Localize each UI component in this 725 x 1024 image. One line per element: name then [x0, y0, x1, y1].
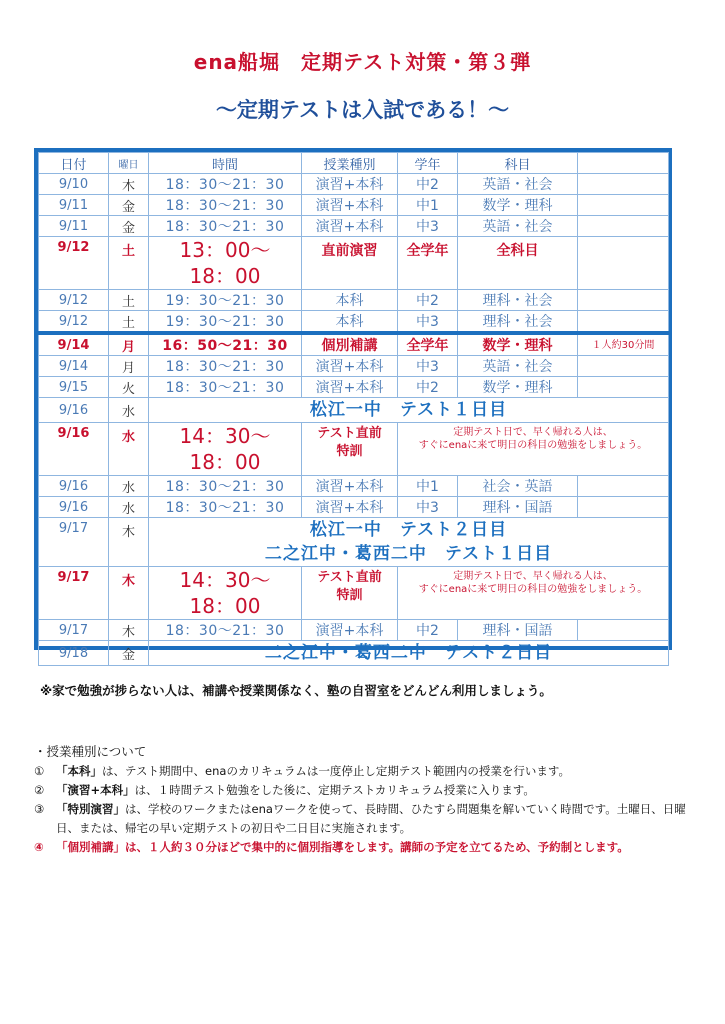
row-dow: 金	[109, 195, 149, 216]
row-date: 9/17	[39, 620, 109, 641]
row-type: 演習+本科	[302, 195, 398, 216]
table-row	[39, 423, 669, 476]
table-row	[39, 377, 669, 398]
row-extra	[578, 195, 669, 216]
time-line2: 18：00	[189, 594, 261, 618]
note-line1: 定期テスト日で、早く帰れる人は、	[453, 427, 613, 438]
item-key: 「本科」	[56, 764, 102, 778]
row-extra	[578, 290, 669, 311]
row-type: 個別補講	[302, 333, 398, 356]
header-time: 時間	[149, 153, 302, 174]
note-line2: すぐにenaに来て明日の科目の勉強をしましょう。	[418, 584, 648, 595]
list-item	[34, 781, 694, 800]
row-extra	[578, 311, 669, 334]
item-desc: は、学校のワークまたはenaワークを使って、長時間、ひたすら問題集を解いていく時間です。土曜日、日曜日、または、帰宅の早い定期テストの初日や二日目に実施されます。	[56, 802, 686, 835]
table-row	[39, 497, 669, 518]
list-item	[34, 800, 694, 838]
item-text	[56, 838, 694, 857]
item-number: ②	[34, 783, 45, 797]
row-extra	[578, 356, 669, 377]
item-text	[56, 800, 694, 838]
header-dow: 曜日	[109, 153, 149, 174]
row-subject: 理科・国語	[458, 497, 578, 518]
row-grade: 中3	[398, 216, 458, 237]
row-grade: 中2	[398, 377, 458, 398]
row-extra	[578, 620, 669, 641]
row-extra	[578, 216, 669, 237]
row-time: 19：30〜21：30	[149, 290, 302, 311]
row-dow: 土	[109, 311, 149, 334]
row-date: 9/11	[39, 216, 109, 237]
row-grade: 全学年	[398, 333, 458, 356]
row-dow: 水	[109, 497, 149, 518]
table-row	[39, 333, 669, 356]
row-dow: 木	[109, 567, 149, 620]
row-subject: 全科目	[458, 237, 578, 290]
row-time	[149, 567, 302, 620]
row-extra	[578, 174, 669, 195]
schedule-table	[38, 152, 669, 666]
table-row	[39, 476, 669, 497]
item-key: 「特別演習」	[56, 802, 125, 816]
list-item	[34, 762, 694, 781]
row-type: 本科	[302, 311, 398, 334]
time-line1: 14：30〜	[179, 568, 271, 592]
row-date: 9/12	[39, 311, 109, 334]
table-row	[39, 174, 669, 195]
table-row	[39, 195, 669, 216]
item-desc: は、１人約３０分ほどで集中的に個別指導をします。講師の予定を立てるため、予約制とします。	[125, 840, 629, 854]
class-types-list	[34, 762, 694, 857]
row-time	[149, 423, 302, 476]
row-time: 18：30〜21：30	[149, 476, 302, 497]
row-date: 9/11	[39, 195, 109, 216]
row-type	[302, 567, 398, 620]
header-extra	[578, 153, 669, 174]
row-date: 9/16	[39, 398, 109, 423]
test-day-label: 松江一中 テスト１日目	[149, 398, 669, 423]
row-extra	[578, 497, 669, 518]
row-note: １人約30分間	[578, 333, 669, 356]
test-line2: 二之江中・葛西二中 テスト１日目	[264, 544, 553, 564]
row-dow: 火	[109, 377, 149, 398]
row-dow: 金	[109, 641, 149, 666]
time-line1: 14：30〜	[179, 424, 271, 448]
table-row	[39, 290, 669, 311]
row-dow: 月	[109, 356, 149, 377]
row-subject: 理科・社会	[458, 290, 578, 311]
table-row	[39, 620, 669, 641]
row-dow: 水	[109, 398, 149, 423]
item-number: ④	[34, 840, 44, 854]
row-subject: 数学・理科	[458, 333, 578, 356]
row-date: 9/14	[39, 356, 109, 377]
row-date: 9/18	[39, 641, 109, 666]
row-time: 19：30〜21：30	[149, 311, 302, 334]
table-row	[39, 237, 669, 290]
header-type: 授業種別	[302, 153, 398, 174]
row-subject: 理科・社会	[458, 311, 578, 334]
row-grade: 中3	[398, 356, 458, 377]
row-extra	[578, 237, 669, 290]
row-date: 9/16	[39, 497, 109, 518]
row-dow: 土	[109, 237, 149, 290]
row-time: 18：30〜21：30	[149, 356, 302, 377]
row-time: 18：30〜21：30	[149, 174, 302, 195]
row-time: 18：30〜21：30	[149, 377, 302, 398]
row-type: 演習+本科	[302, 620, 398, 641]
row-type: 直前演習	[302, 237, 398, 290]
row-dow: 月	[109, 333, 149, 356]
test-day-label	[149, 518, 669, 567]
row-grade: 中1	[398, 195, 458, 216]
item-text	[56, 781, 694, 800]
row-grade: 全学年	[398, 237, 458, 290]
table-header-row	[39, 153, 669, 174]
item-number: ③	[34, 802, 45, 816]
note-line1: 定期テスト日で、早く帰れる人は、	[453, 571, 613, 582]
class-types-heading: ・授業種別について	[34, 744, 147, 759]
table-row	[39, 216, 669, 237]
time-line1: 13：00〜	[179, 238, 271, 262]
type-line2: 特訓	[336, 588, 363, 603]
type-line2: 特訓	[336, 444, 363, 459]
row-note	[398, 567, 669, 620]
row-type: 演習+本科	[302, 356, 398, 377]
table-row-test-day	[39, 398, 669, 423]
row-subject: 数学・理科	[458, 377, 578, 398]
type-line1: テスト直前	[317, 570, 382, 585]
row-date: 9/17	[39, 518, 109, 567]
row-grade: 中1	[398, 476, 458, 497]
type-line1: テスト直前	[317, 426, 382, 441]
row-dow: 金	[109, 216, 149, 237]
row-type	[302, 423, 398, 476]
row-extra	[578, 377, 669, 398]
row-dow: 水	[109, 423, 149, 476]
row-dow: 木	[109, 620, 149, 641]
header-grade: 学年	[398, 153, 458, 174]
table-row	[39, 567, 669, 620]
test-day-label: 二之江中・葛西二中 テスト２日目	[149, 641, 669, 666]
note-line2: すぐにenaに来て明日の科目の勉強をしましょう。	[418, 440, 648, 451]
row-date: 9/10	[39, 174, 109, 195]
row-time: 16：50〜21：30	[149, 333, 302, 356]
row-grade: 中2	[398, 174, 458, 195]
time-line2: 18：00	[189, 450, 261, 474]
row-time	[149, 237, 302, 290]
row-dow: 水	[109, 476, 149, 497]
row-date: 9/14	[39, 333, 109, 356]
row-extra	[578, 476, 669, 497]
list-item	[34, 838, 694, 857]
row-date: 9/12	[39, 290, 109, 311]
row-subject: 数学・理科	[458, 195, 578, 216]
table-row-test-day	[39, 641, 669, 666]
table-row-test-day	[39, 518, 669, 567]
row-type: 演習+本科	[302, 497, 398, 518]
item-number: ①	[34, 764, 45, 778]
row-grade: 中2	[398, 290, 458, 311]
table-row	[39, 356, 669, 377]
row-date: 9/15	[39, 377, 109, 398]
self-study-footnote: ※家で勉強が捗らない人は、補講や授業関係なく、塾の自習室をどんどん利用しましょう。	[40, 683, 552, 698]
row-grade: 中3	[398, 497, 458, 518]
row-dow: 土	[109, 290, 149, 311]
item-desc: は、テスト期間中、enaのカリキュラムは一度停止し定期テスト範囲内の授業を行います。	[102, 764, 570, 778]
row-note	[398, 423, 669, 476]
row-subject: 英語・社会	[458, 356, 578, 377]
row-dow: 木	[109, 174, 149, 195]
table-row	[39, 311, 669, 334]
row-date: 9/16	[39, 423, 109, 476]
row-subject: 英語・社会	[458, 216, 578, 237]
item-key: 「個別補講」	[56, 840, 125, 854]
row-subject: 社会・英語	[458, 476, 578, 497]
row-type: 演習+本科	[302, 174, 398, 195]
item-key: 「演習+本科」	[56, 783, 135, 797]
time-line2: 18：00	[189, 264, 261, 288]
row-date: 9/12	[39, 237, 109, 290]
page-subtitle: 〜定期テストは入試である！〜	[215, 98, 510, 122]
row-date: 9/17	[39, 567, 109, 620]
row-type: 本科	[302, 290, 398, 311]
page-title: ena船堀 定期テスト対策・第３弾	[193, 50, 532, 74]
row-date: 9/16	[39, 476, 109, 497]
row-type: 演習+本科	[302, 216, 398, 237]
row-grade: 中3	[398, 311, 458, 334]
item-text	[56, 762, 694, 781]
row-subject: 英語・社会	[458, 174, 578, 195]
item-desc: は、１時間テスト勉強をした後に、定期テストカリキュラム授業に入ります。	[134, 783, 535, 797]
test-line1: 松江一中 テスト２日目	[309, 520, 508, 540]
schedule-table-frame	[34, 148, 672, 663]
row-time: 18：30〜21：30	[149, 497, 302, 518]
row-time: 18：30〜21：30	[149, 620, 302, 641]
row-dow: 木	[109, 518, 149, 567]
row-time: 18：30〜21：30	[149, 216, 302, 237]
header-subject: 科目	[458, 153, 578, 174]
header-date: 日付	[39, 153, 109, 174]
row-type: 演習+本科	[302, 476, 398, 497]
row-subject: 理科・国語	[458, 620, 578, 641]
row-type: 演習+本科	[302, 377, 398, 398]
row-time: 18：30〜21：30	[149, 195, 302, 216]
row-grade: 中2	[398, 620, 458, 641]
